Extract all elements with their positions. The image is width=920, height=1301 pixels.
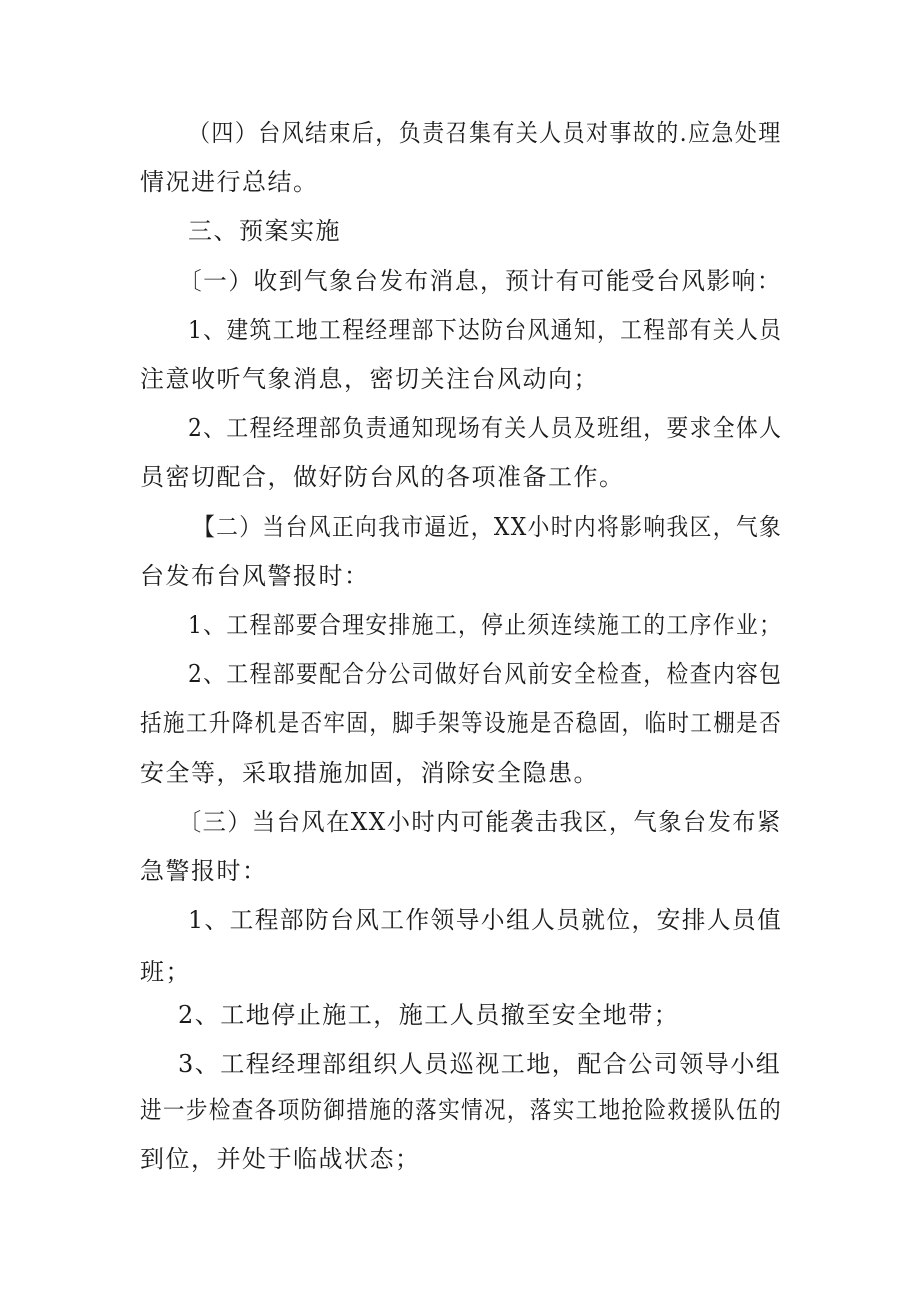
paragraph-line: 班； [140,958,191,986]
paragraph-line: 1、工程部要合理安排施工，停止须连续施工的工序作业； [188,611,783,639]
paragraph-line: （四）台风结束后，负责召集有关人员对事故的.应急处理 [188,119,782,147]
paragraph-line: 3、工程经理部组织人员巡视工地，配合公司领导小组 [178,1050,782,1078]
paragraph-line: 1、工程部防台风工作领导小组人员就位，安排人员值 [188,906,783,934]
paragraph-line: 2、工程经理部负责通知现场有关人员及班组，要求全体人 [188,414,783,442]
paragraph-line: 〔一）收到气象台发布消息，预计有可能受台风影响： [178,267,782,295]
paragraph-line: 1、建筑工地工程经理部下达防台风通知，工程部有关人员 [188,316,783,344]
section-heading: 三、预案实施 [188,217,341,245]
paragraph-line: 台发布台风警报时： [140,562,370,590]
paragraph-line: 2、工地停止施工，施工人员撤至安全地带； [178,1001,680,1029]
paragraph-line: 急警报时： [140,857,268,885]
paragraph-line: 情况进行总结。 [140,168,319,196]
paragraph-line: 〔三）当台风在XX小时内可能袭击我区，气象台发布紧 [178,808,782,836]
paragraph-line: 进一步检查各项防御措施的落实情况，落实工地抢险救援队伍的 [140,1096,783,1124]
paragraph-line: 员密切配合，做好防台风的各项准备工作。 [140,463,625,491]
paragraph-line: 注意收听气象消息，密切关注台风动向； [140,365,599,393]
paragraph-line: 【二）当台风正向我市逼近，XX小时内将影响我区，气象 [193,513,783,541]
paragraph-line: 安全等，采取措施加固，消除安全隐患。 [140,759,599,787]
paragraph-line: 到位，并处于临战状态； [140,1145,421,1173]
paragraph-line: 2、工程部要配合分公司做好台风前安全检查，检查内容包 [188,660,783,688]
paragraph-line: 括施工升降机是否牢固，脚手架等设施是否稳固，临时工棚是否 [140,709,783,737]
